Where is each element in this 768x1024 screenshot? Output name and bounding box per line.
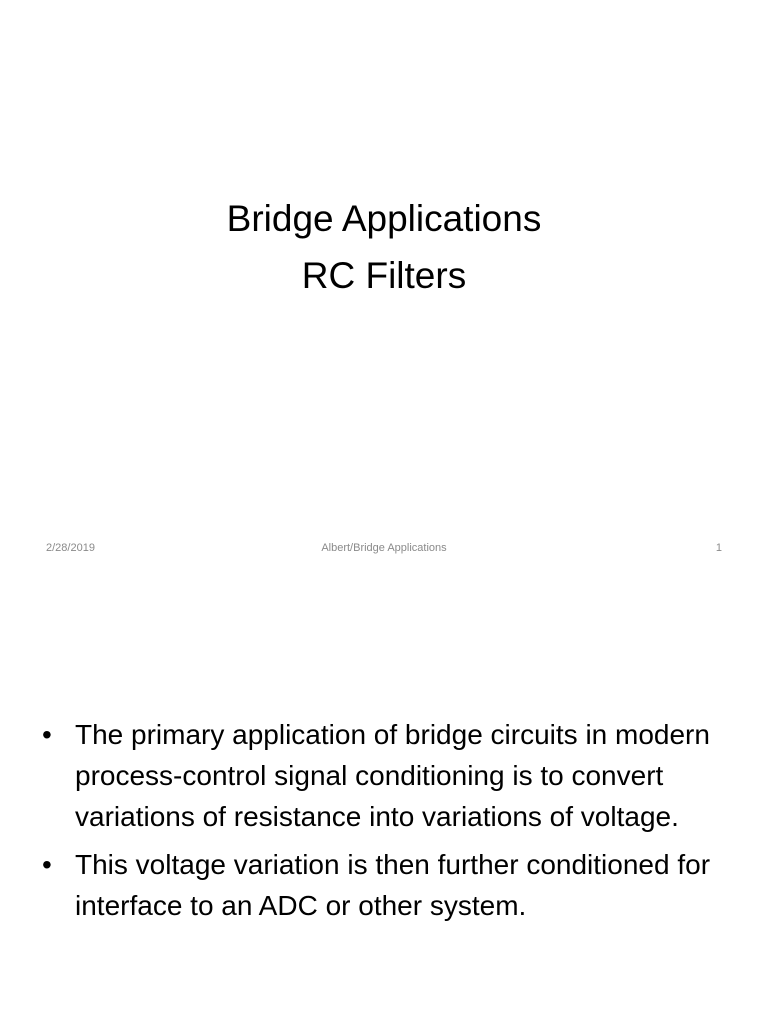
footer-page-number: 1 [715, 542, 722, 554]
bullet-icon: • [42, 719, 52, 750]
bullet-text: This voltage variation is then further conditioned for interface to an ADC or other system. [75, 849, 711, 921]
slide-title [0, 190, 768, 304]
bullet-item [42, 844, 732, 926]
footer-title: Albert/Bridge Applications [321, 542, 447, 554]
footer-date: 2/28/2019 [46, 542, 95, 554]
content-slide [0, 576, 768, 1024]
bullet-icon: • [42, 849, 52, 880]
bullet-text: The primary application of bridge circuits in modern process-control signal conditioning is to convert variations of resistance into variations of voltage. [75, 719, 710, 832]
title-line-2: RC Filters [301, 255, 467, 296]
title-line-1: Bridge Applications [226, 198, 542, 239]
bullet-list [42, 714, 732, 933]
bullet-item [42, 714, 732, 837]
